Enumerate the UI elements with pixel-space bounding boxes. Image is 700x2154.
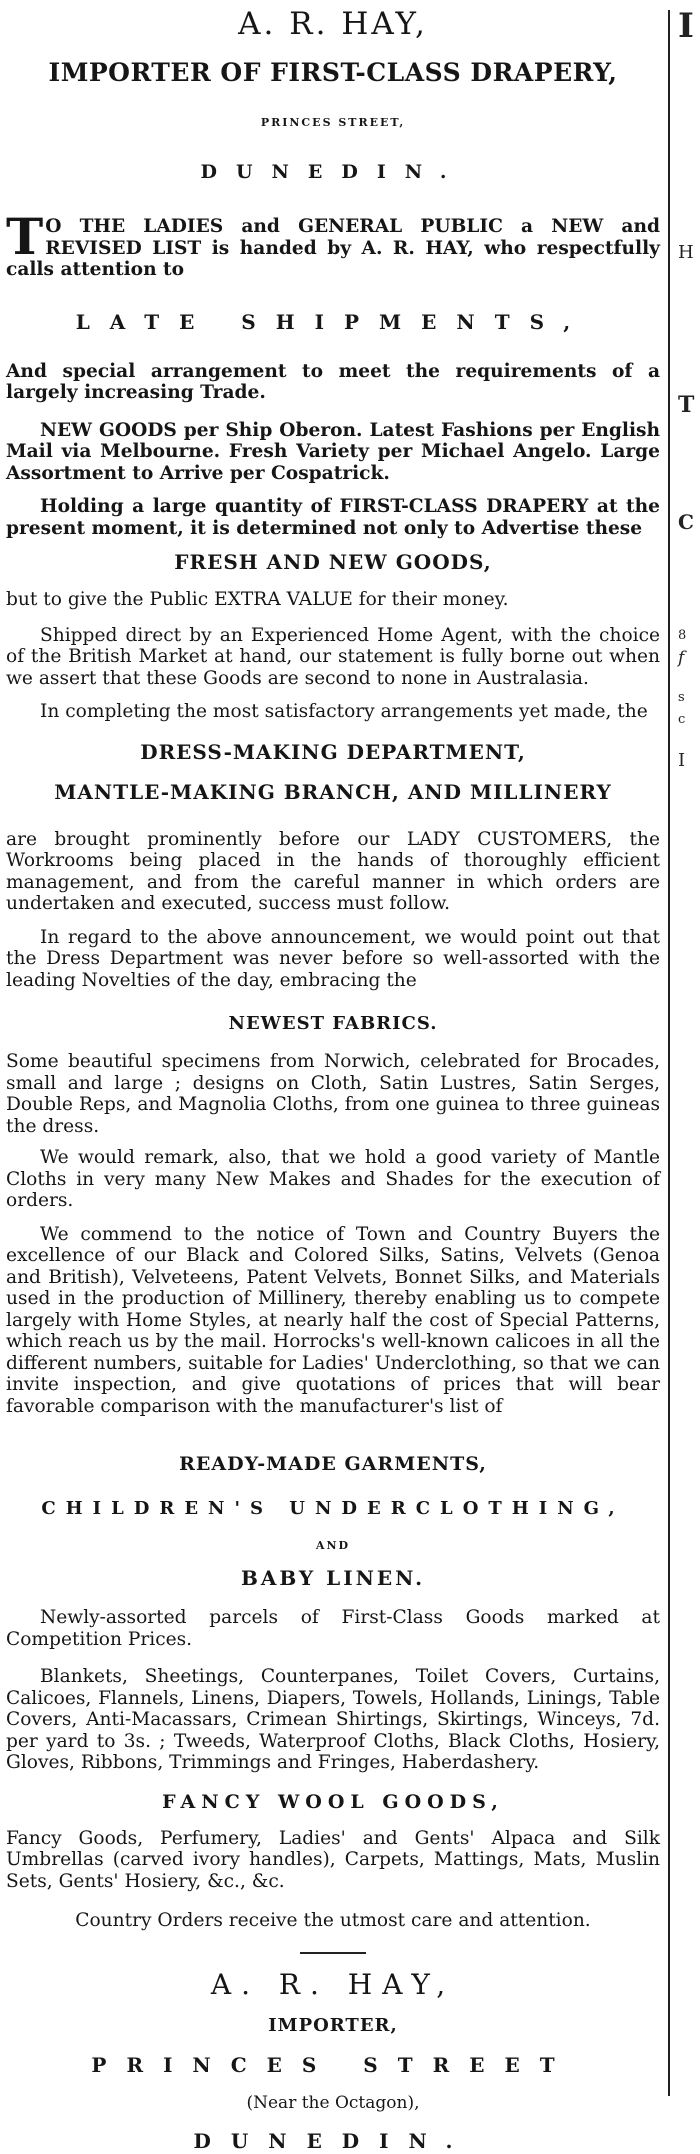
edge-fragment: C [678,510,694,534]
heading-dressmaking: DRESS-MAKING DEPARTMENT, [140,739,526,764]
edge-fragment: I [678,6,694,46]
edge-fragment: f [678,648,685,668]
header-name: A. R. HAY, [238,6,428,42]
heading-and: AND [315,1539,351,1552]
header-city: DUNEDIN. [200,161,466,183]
edge-fragment: s [678,690,685,705]
paragraph-parcels: Newly-assorted parcels of First-Class Goods marked at Competition Prices. [6,1607,660,1650]
heading-ready-made: READY-MADE GARMENTS, [179,1453,487,1475]
edge-fragment: T [678,392,695,418]
header-street: PRINCES STREET, [260,116,406,129]
divider-rule [300,1952,366,1954]
paragraph-blankets: Blankets, Sheetings, Counterpanes, Toilet Covers, Curtains, Calicoes, Flannels, Linens, Diapers, Towels, Hollands, Linings, Table Covers, Anti-Macassars, Crimean Shirtings, Skirtings, Winceys, 7d. per yard to 3s. ; Tweeds, Waterproof Cloths, Black Cloths, Hosiery, Gloves, Ribbons, Trimmings and Fringes, Haberdashery. [6,1666,660,1773]
adjacent-column-fragments [676,0,700,2096]
paragraph-regard: In regard to the above announcement, we would point out that the Dress Department was never before so well-assorted with the leading Novelties of the day, embracing the [6,926,660,991]
heading-newest-fabrics: NEWEST FABRICS. [228,1013,438,1034]
footer-name: A. R. HAY, [210,1968,456,2001]
paragraph-new-goods: NEW GOODS per Ship Oberon. Latest Fashions per English Mail via Melbourne. Fresh Variety per Michael Angelo. Large Assortment to Arrive per Cospatrick. [6,419,660,484]
paragraph-specimens: Some beautiful specimens from Norwich, celebrated for Brocades, small and large ; designs on Cloth, Satin Lustres, Satin Serges, Double Reps, and Magnolia Cloths, from one guinea to three guineas the dress. [6,1051,660,1137]
edge-fragment: c [678,712,686,727]
footer-importer: IMPORTER, [268,2015,398,2036]
paragraph-brought: are brought prominently before our LADY CUSTOMERS, the Workrooms being placed in the hands of thoroughly efficient management, and from the careful manner in which orders are undertaken and executed, success must follow. [6,828,660,914]
edge-fragment: H [678,242,694,263]
intro-paragraph [6,207,660,281]
footer-near-octagon: (Near the Octagon), [246,2093,420,2113]
paragraph-completing: In completing the most satisfactory arrangements yet made, the [40,701,648,722]
paragraph-remark: We would remark, also, that we hold a good variety of Mantle Cloths in very many New Makes and Shades for the execution of orders. [6,1147,660,1211]
heading-fresh-new-goods: FRESH AND NEW GOODS, [174,550,492,574]
footer-city: DUNEDIN. [193,2129,473,2153]
paragraph-arrangement: And special arrangement to meet the requirements of a largely increasing Trade. [6,360,660,403]
edge-fragment: I [678,750,686,771]
edge-fragment: 8 [678,628,687,643]
intro-text: O THE LADIES and GENERAL PUBLIC a NEW and REVISED LIST is handed by A. R. HAY, who respectfully calls attention to [6,216,660,280]
drop-cap: T [6,207,44,266]
paragraph-commend: We commend to the notice of Town and Country Buyers the excellence of our Black and Colored Silks, Satins, Velvets (Genoa and British), Velveteens, Patent Velvets, Bonnet Silks, and Materials used in the production of Millinery, thereby enabling us to compete largely with Home Styles, at nearly half the cost of Special Patterns, which reach us by the mail. Horrocks's well-known calicoes in all the different numbers, suitable for Ladies' Underclothing, so that we can invite inspection, and give quotations of prices that will bear favorable comparison with the manufacturer's list of [6,1223,660,1417]
paragraph-fancy-goods: Fancy Goods, Perfumery, Ladies' and Gents' Alpaca and Silk Umbrellas (carved ivory handles), Carpets, Mattings, Mats, Muslin Sets, Gents' Hosiery, &c., &c. [6,1827,660,1892]
paragraph-shipped: Shipped direct by an Experienced Home Agent, with the choice of the British Market at hand, our statement is fully borne out when we assert that these Goods are second to none in Australasia. [6,624,660,689]
heading-fancy-wool: FANCY WOOL GOODS, [162,1790,504,1813]
heading-childrens: CHILDREN'S UNDERCLOTHING, [41,1498,625,1519]
heading-late-shipments: LATE SHIPMENTS, [75,309,591,334]
heading-mantle: MANTLE-MAKING BRANCH, AND MILLINERY [54,779,612,804]
paragraph-extra-value: but to give the Public EXTRA VALUE for their money. [6,589,509,610]
heading-baby-linen: BABY LINEN. [240,1566,426,1590]
header-tagline: IMPORTER OF FIRST-CLASS DRAPERY, [48,58,618,87]
footer-street: PRINCES STREET [91,2053,575,2077]
paragraph-holding: Holding a large quantity of FIRST-CLASS DRAPERY at the present moment, it is determined not only to Advertise these [6,496,660,539]
paragraph-country-orders: Country Orders receive the utmost care and attention. [75,1910,591,1931]
column-rule [668,10,670,2096]
